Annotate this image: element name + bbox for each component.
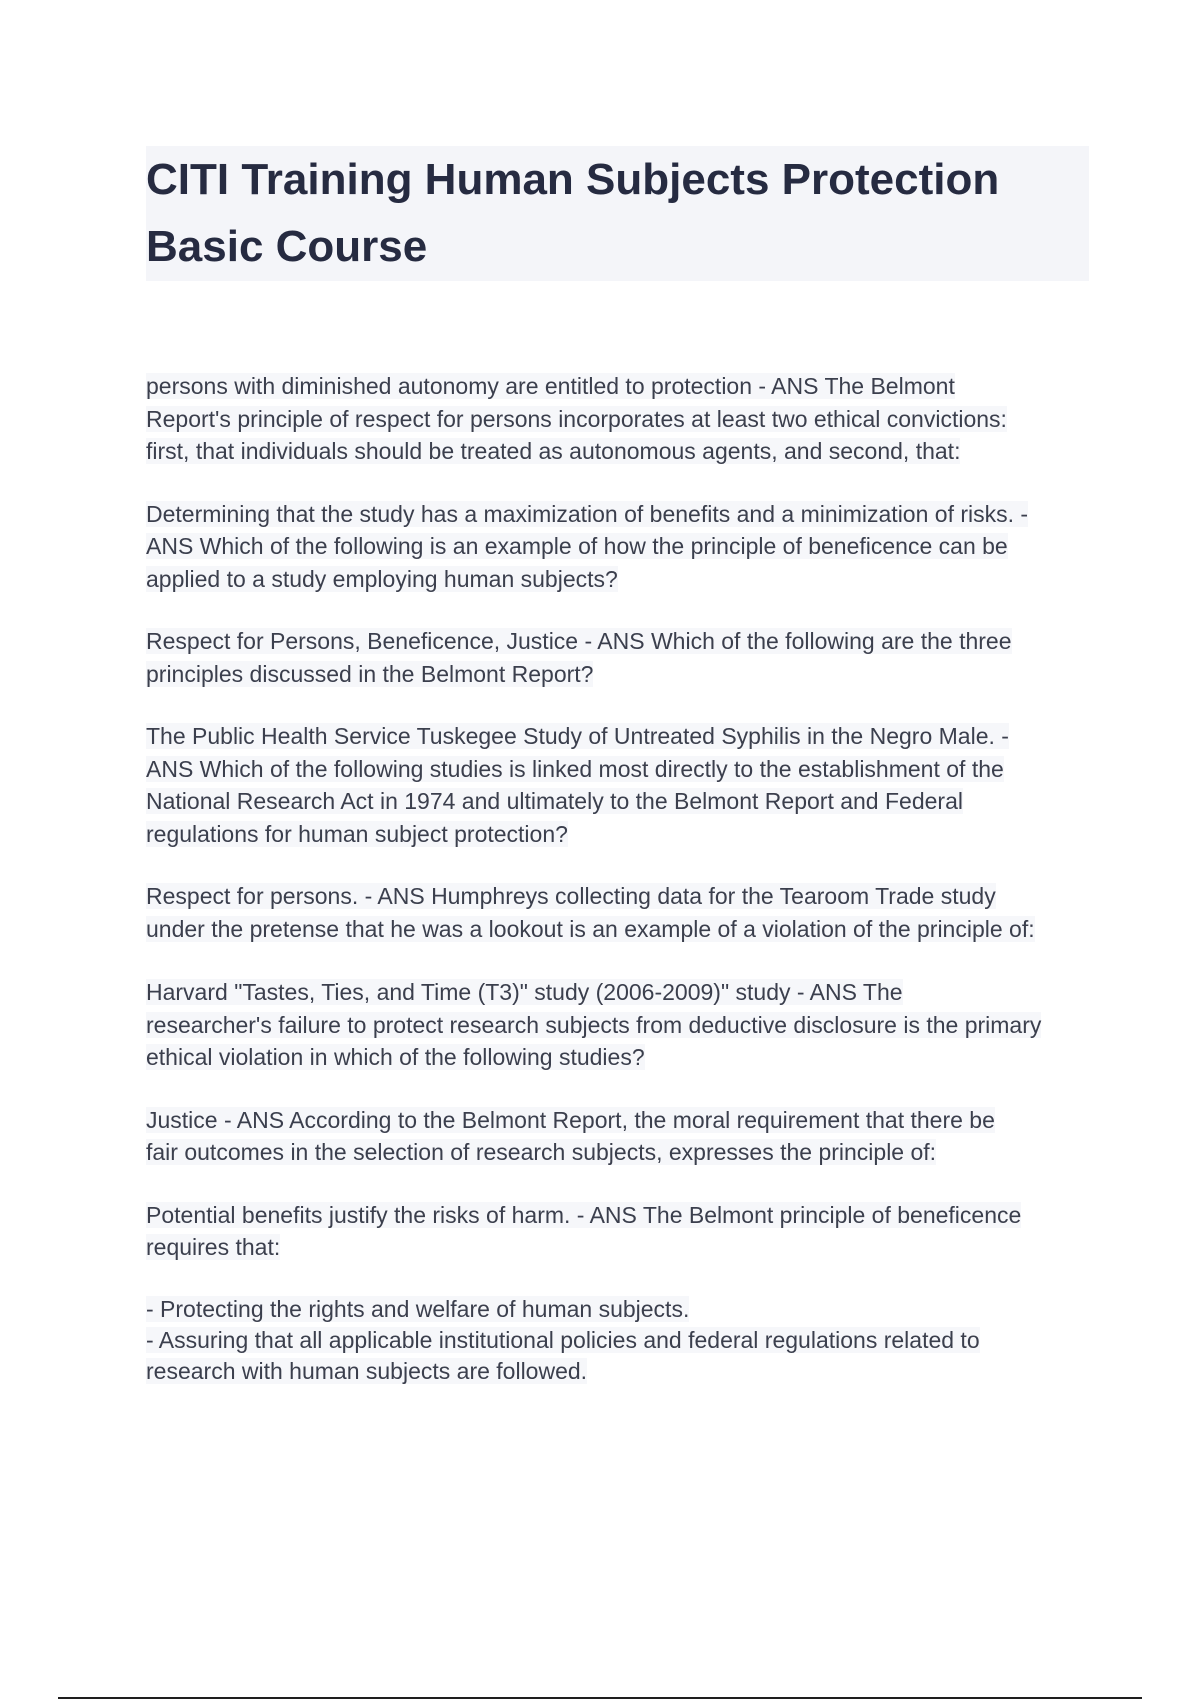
list-item: - Assuring that all applicable institutional policies and federal regulations related to [146,1326,980,1353]
entry-line: Determining that the study has a maximization of benefits and a minimization of risks. - [146,500,1029,527]
footer-divider [58,1697,1142,1699]
entry-line: National Research Act in 1974 and ultimately to the Belmont Report and Federal [146,788,963,814]
qa-entry-4 [146,720,1096,850]
entry-line: requires that: [146,1234,281,1260]
document-title [146,146,1089,280]
qa-entry-3 [146,625,1096,690]
document-body [146,370,1096,1387]
entry-line: regulations for human subject protection? [146,820,568,847]
entry-line: fair outcomes in the selection of research subjects, expresses the principle of: [146,1139,937,1165]
bullet-list [146,1294,1096,1387]
qa-entry-5 [146,880,1096,945]
entry-line: Justice - ANS According to the Belmont Report, the moral requirement that there be [146,1106,995,1133]
title-line: CITI Training Human Subjects Protection [146,155,1000,204]
entry-line: Report's principle of respect for persons incorporates at least two ethical convictions: [146,405,1007,432]
entry-line: ANS Which of the following studies is linked most directly to the establishment of the [146,755,1004,782]
entry-line: first, that individuals should be treated as autonomous agents, and second, that: [146,438,961,464]
qa-entry-8 [146,1199,1096,1264]
entry-line: Respect for Persons, Beneficence, Justice - ANS Which of the following are the three [146,628,1012,654]
entry-line: Harvard "Tastes, Ties, and Time (T3)" study (2006-2009)" study - ANS The [146,979,903,1005]
entry-line: The Public Health Service Tuskegee Study of Untreated Syphilis in the Negro Male. - [146,723,1009,749]
title-line: Basic Course [146,222,428,271]
entry-line: ethical violation in which of the following studies? [146,1044,645,1070]
entry-line: Respect for persons. - ANS Humphreys collecting data for the Tearoom Trade study [146,883,996,909]
entry-line: principles discussed in the Belmont Report? [146,660,594,687]
entry-line: researcher's failure to protect research subjects from deductive disclosure is the primary [146,1011,1042,1038]
qa-entry-7 [146,1104,1096,1169]
qa-entry-6 [146,976,1096,1074]
entry-line: ANS Which of the following is an example of how the principle of beneficence can be [146,533,1008,559]
list-item-continuation: research with human subjects are followed. [146,1357,588,1384]
title-block [146,146,1089,281]
qa-entry-1 [146,370,1096,468]
entry-line: applied to a study employing human subjects? [146,565,618,592]
entry-line: Potential benefits justify the risks of harm. - ANS The Belmont principle of beneficence [146,1201,1022,1228]
entry-line: under the pretense that he was a lookout is an example of a violation of the principle of: [146,915,1035,942]
qa-entry-2 [146,498,1096,596]
list-item: - Protecting the rights and welfare of human subjects. [146,1295,690,1322]
entry-line: persons with diminished autonomy are entitled to protection - ANS The Belmont [146,373,955,399]
